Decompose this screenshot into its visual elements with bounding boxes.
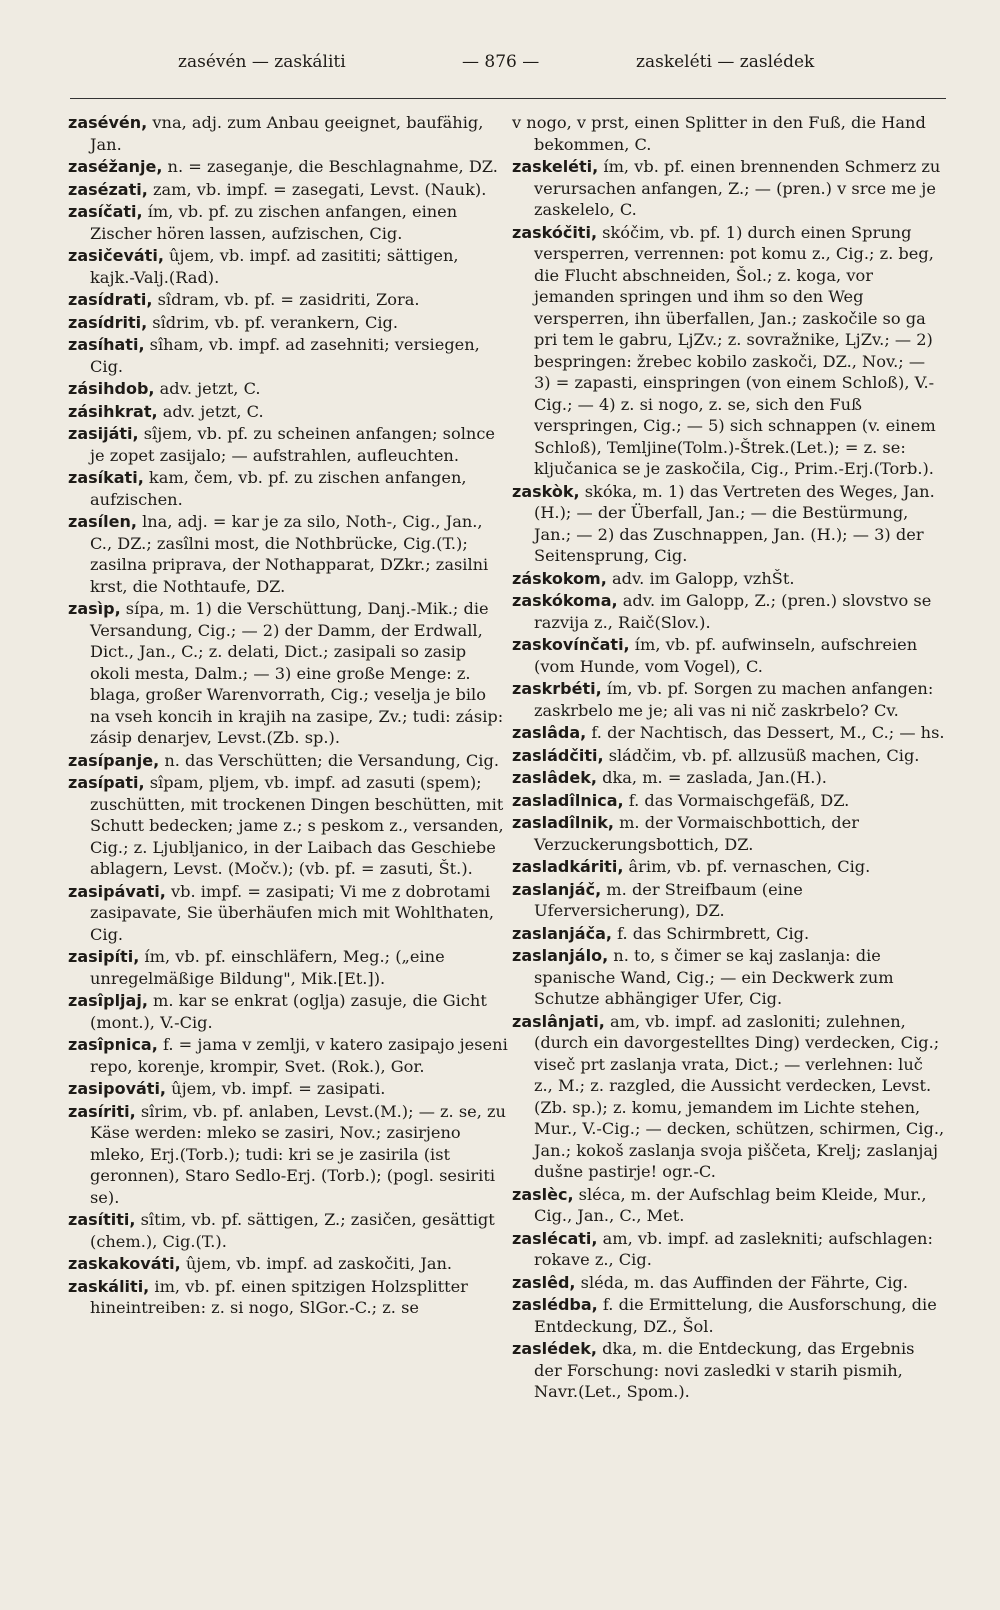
entry-definition: sléda, m. das Auffinden der Fährte, Cig.: [575, 1272, 909, 1292]
dictionary-entry: [68, 312, 508, 334]
dictionary-entry: [68, 179, 508, 201]
entry-definition: adv. jetzt, C.: [157, 401, 264, 421]
entry-definition: ím, vb. pf. zu zischen anfangen, einen Zischer hören lassen, aufzischen, Cig.: [90, 202, 458, 243]
dictionary-entry: [512, 112, 946, 155]
entry-headword: zaslédek,: [512, 1339, 597, 1358]
entry-headword: zasladîlnica,: [512, 790, 624, 810]
dictionary-entry: [512, 1011, 946, 1183]
entry-headword: zasíriti,: [68, 1101, 136, 1121]
dictionary-entry: [68, 946, 508, 989]
dictionary-entry: [68, 511, 508, 597]
dictionary-entry: [68, 1209, 508, 1252]
dictionary-entry: [68, 750, 508, 772]
entry-headword: zaslanjáč,: [512, 879, 602, 899]
entry-definition: sîham, vb. impf. ad zasehniti; versiegen, Cig.: [90, 335, 480, 376]
page-number: — 876 —: [462, 52, 540, 72]
dictionary-entry: [512, 767, 946, 789]
header-right-guideword: zaskeléti — zaslédek: [636, 52, 815, 72]
dictionary-entry: [512, 722, 946, 744]
entry-definition: skóčim, vb. pf. 1) durch einen Sprung versperren, verrennen: pot komu z., Cig.; z. beg, die Flucht abschneiden, Šol.; z. koga, vor jemanden springen und ihm so den Weg versperren, ihn überfallen, Jan.; zaskočile so ga pri tem le gabru, LjZv.; z. sovražnike, LjZv.; — 2) bespringen: žrebec kobilo zaskoči, DZ., Nov.; — 3) = zapasti, einspringen (von einem Schloß), V.-Cig.; — 4) z. si nogo, z. se, sich den Fuß verspringen, Cig.; — 5) sich schnappen (v. einem Schloß), Temljine(Tolm.)-Štrek.(Let.); = z. se: ključanica se je zaskočila, Cig., Prim.-Erj.(Torb.).: [534, 222, 936, 478]
dictionary-entry: [68, 112, 508, 155]
entry-definition: sîdram, vb. pf. = zasidriti, Zora.: [152, 290, 420, 309]
entry-definition: ârim, vb. pf. vernaschen, Cig.: [623, 857, 871, 876]
entry-headword: zaséžanje,: [68, 157, 163, 176]
entry-definition: adv. im Galopp, vzhŠt.: [606, 568, 795, 588]
dictionary-entry: [512, 222, 946, 480]
entry-headword: zasladîlnik,: [512, 813, 614, 832]
right-column: [512, 112, 946, 1404]
entry-headword: zasíkati,: [68, 468, 144, 487]
left-column: [68, 112, 508, 1320]
dictionary-entry: [512, 745, 946, 767]
dictionary-entry: [68, 598, 508, 749]
entry-headword: zaskeléti,: [512, 157, 599, 176]
entry-headword: zaslânjati,: [512, 1011, 605, 1031]
entry-headword: zaskáliti,: [68, 1276, 150, 1296]
dictionary-entry: [68, 245, 508, 288]
entry-headword: zaslêd,: [512, 1272, 576, 1292]
entry-headword: zasítiti,: [68, 1210, 136, 1229]
entry-definition: vna, adj. zum Anbau geeignet, baufähig, Jan.: [90, 113, 484, 154]
entry-definition: adv. im Galopp, Z.; (pren.) slovstvo se razvija z., Raič(Slov.).: [534, 591, 932, 632]
entry-definition: ûjem, vb. impf. ad zasititi; sättigen, kajk.-Valj.(Rad).: [90, 246, 459, 287]
dictionary-entry: [512, 1338, 946, 1403]
entry-definition: sîjem, vb. pf. zu scheinen anfangen; solnce je zopet zasijalo; — aufstrahlen, aufleuchten.: [90, 424, 495, 465]
dictionary-entry: [68, 334, 508, 377]
dictionary-entry: [512, 856, 946, 878]
entry-definition: ûjem, vb. impf. ad zaskočiti, Jan.: [180, 1254, 453, 1273]
entry-definition: sîrim, vb. pf. anlaben, Levst.(M.); — z. se, zu Käse werden: mleko se zasiri, Nov.; zasirjeno mleko, Erj.(Torb.); tudi: kri se je zasirila (ist geronnen), Staro Sedlo-Erj. (Torb.); (pogl. sesiriti se).: [90, 1101, 506, 1207]
entry-definition: f. der Nachtisch, das Dessert, M., C.; — hs.: [586, 723, 945, 742]
entry-definition: f. das Schirmbrett, Cig.: [611, 923, 810, 943]
entry-definition: n. das Verschütten; die Versandung, Cig.: [159, 750, 499, 770]
entry-headword: zaslâda,: [512, 723, 587, 742]
dictionary-entry: [512, 790, 946, 812]
entry-headword: zasévén,: [68, 113, 148, 132]
entry-headword: zasijáti,: [68, 424, 139, 443]
page-header: [0, 52, 1000, 92]
entry-headword: zasladkáriti,: [512, 857, 624, 876]
entry-definition: ím, vb. pf. Sorgen zu machen anfangen: zaskrbelo me je; ali vas ni nič zaskrbelo? Cv.: [534, 679, 934, 720]
entry-definition: sládčim, vb. pf. allzusüß machen, Cig.: [603, 745, 920, 765]
entry-headword: zasîpljaj,: [68, 991, 148, 1010]
entry-headword: zasipávati,: [68, 881, 166, 901]
entry-definition: f. das Vormaischgefäß, DZ.: [623, 790, 850, 810]
entry-headword: zaslanjáča,: [512, 923, 612, 943]
dictionary-entry: [512, 156, 946, 221]
entry-definition: skóka, m. 1) das Vertreten des Weges, Jan.(H.); — der Überfall, Jan.; — die Bestürmung, Jan.; — 2) das Zuschnappen, Jan. (H.); — 3) der Seitensprung, Cig.: [534, 481, 935, 565]
entry-definition: adv. jetzt, C.: [154, 379, 261, 398]
dictionary-entry: [512, 1294, 946, 1337]
entry-definition: am, vb. impf. ad zaslekniti; aufschlagen: rokave z., Cig.: [534, 1228, 933, 1269]
dictionary-entry: [68, 990, 508, 1033]
entry-headword: zasîpnica,: [68, 1035, 158, 1054]
entry-definition: im, vb. pf. einen spitzigen Holzsplitter hineintreiben: z. si nogo, SlGor.-C.; z. se: [90, 1276, 468, 1317]
entry-definition: sîtim, vb. pf. sättigen, Z.; zasičen, gesättigt (chem.), Cig.(T.).: [90, 1210, 495, 1251]
dictionary-entry: [512, 634, 946, 677]
dictionary-entry: [512, 879, 946, 922]
entry-definition: ím, vb. pf. einschläfern, Meg.; („eine unregelmäßige Bildung", Mik.[Et.]).: [90, 947, 445, 988]
entry-headword: zaskakováti,: [68, 1254, 181, 1273]
entry-headword: zásihdob,: [68, 379, 155, 398]
entry-definition: zam, vb. impf. = zasegati, Levst. (Nauk).: [147, 179, 487, 199]
dictionary-entry: [512, 568, 946, 590]
dictionary-entry: [68, 423, 508, 466]
entry-headword: zasíhati,: [68, 335, 145, 354]
entry-headword: zasídriti,: [68, 312, 148, 332]
entry-headword: zaskókoma,: [512, 591, 618, 610]
dictionary-entry: [68, 401, 508, 423]
entry-headword: zasézati,: [68, 179, 148, 199]
entry-definition: sléca, m. der Aufschlag beim Kleide, Mur., Cig., Jan., C., Met.: [534, 1184, 927, 1225]
entry-headword: zasipíti,: [68, 947, 140, 966]
dictionary-entry: [68, 289, 508, 311]
entry-definition: ím, vb. pf. aufwinseln, aufschreien (vom Hunde, vom Vogel), C.: [534, 635, 918, 676]
entry-headword: zasičeváti,: [68, 246, 164, 265]
entry-definition: sípa, m. 1) die Verschüttung, Danj.-Mik.; die Versandung, Cig.; — 2) der Damm, der Erdwall, Dict., Jan., C.; z. delati, Dict.; zasipali so zasip okoli mesta, Dalm.; — 3) eine große Menge: z. blaga, großer Warenvorrath, Cig.; veselja je bilo na vseh koncih in krajih na zasipe, Zv.; tudi: zásip: zásip denarjev, Levst.(Zb. sp.).: [90, 599, 504, 747]
dictionary-entry: [68, 772, 508, 880]
entry-headword: zaslâdek,: [512, 768, 597, 787]
dictionary-entry: [68, 1034, 508, 1077]
entry-definition: f. = jama v zemlji, v katero zasipajo jeseni repo, korenje, krompir, Svet. (Rok.), Gor.: [90, 1035, 508, 1076]
entry-headword: zaskòk,: [512, 481, 580, 501]
dictionary-entry: [512, 1184, 946, 1227]
dictionary-entry: [68, 1101, 508, 1209]
entry-headword: zaskrbéti,: [512, 679, 602, 698]
dictionary-entry: [512, 812, 946, 855]
entry-definition: vb. impf. = zasipati; Vi me z dobrotami zasipavate, Sie überhäufen mich mit Wohlthaten, Cig.: [90, 881, 495, 944]
dictionary-entry: [512, 590, 946, 633]
dictionary-entry: [68, 1253, 508, 1275]
entry-headword: zaslèc,: [512, 1184, 574, 1204]
dictionary-entry: [512, 945, 946, 1010]
entry-definition: dka, m. = zaslada, Jan.(H.).: [596, 768, 827, 787]
entry-definition: sîpam, pljem, vb. impf. ad zasuti (spem); zuschütten, mit trockenen Dingen beschütten, mit Schutt bedecken; jame z.; s peskom z., versanden, Cig.; z. Ljubljanico, in der Laibach das Geschiebe ablagern, Levst. (Močv.); (vb. pf. = zasuti, Št.).: [90, 773, 504, 878]
dictionary-entry: [68, 1276, 508, 1319]
entry-headword: zaskóčiti,: [512, 222, 598, 242]
dictionary-entry: [68, 881, 508, 946]
entry-headword: zásihkrat,: [68, 401, 158, 421]
dictionary-entry: [512, 1272, 946, 1294]
entry-definition: ûjem, vb. impf. = zasipati.: [166, 1079, 386, 1098]
entry-definition: v nogo, v prst, einen Splitter in den Fuß, die Hand bekommen, C.: [512, 113, 926, 154]
dictionary-entry: [512, 1228, 946, 1271]
dictionary-entry: [512, 678, 946, 721]
entry-headword: zasipováti,: [68, 1079, 166, 1098]
entry-headword: zasílen,: [68, 512, 137, 531]
dictionary-entry: [68, 467, 508, 510]
entry-definition: am, vb. impf. ad zasloniti; zulehnen, (durch ein davorgestelltes Ding) verdecken, Cig.; viseč prt zaslanja vrata, Dict.; — verlehnen: luč z., M.; z. razgled, die Aussicht verdecken, Levst.(Zb. sp.); z. komu, jemandem im Lichte stehen, Mur., V.-Cig.; — decken, schützen, schirmen, Cig., Jan.; kokoš zaslanja svoja piščeta, Krelj; zaslanjaj dušne pastirje! ogr.-C.: [534, 1011, 945, 1181]
entry-definition: ím, vb. pf. einen brennenden Schmerz zu verursachen anfangen, Z.; — (pren.) v srce me je zaskelelo, C.: [534, 157, 941, 219]
entry-definition: m. der Vormaischbottich, der Verzuckerungsbottich, DZ.: [534, 813, 859, 854]
entry-definition: m. kar se enkrat (oglja) zasuje, die Gicht (mont.), V.-Cig.: [90, 991, 487, 1032]
entry-headword: zaslédba,: [512, 1295, 598, 1314]
entry-headword: zasíčati,: [68, 202, 143, 221]
entry-definition: lna, adj. = kar je za silo, Noth-, Cig., Jan., C., DZ.; zasîlni most, die Nothbrücke, Cig.(T.); zasilna pripravа, der Nothapparat, DZkr.; zasilni krst, die Nothtaufe, DZ.: [90, 512, 489, 596]
entry-definition: n. = zaseganje, die Beschlagnahme, DZ.: [162, 157, 498, 176]
entry-definition: m. der Streifbaum (eine Uferversicherung), DZ.: [534, 879, 803, 920]
entry-definition: kam, čem, vb. pf. zu zischen anfangen, aufzischen.: [90, 468, 467, 509]
dictionary-entry: [68, 201, 508, 244]
entry-headword: zasìp,: [68, 599, 121, 618]
entry-headword: zasídrati,: [68, 290, 153, 309]
entry-headword: zaskovínčati,: [512, 635, 630, 654]
entry-definition: f. die Ermittelung, die Ausforschung, die Entdeckung, DZ., Šol.: [534, 1295, 937, 1336]
entry-definition: dka, m. die Entdeckung, das Ergebnis der Forschung: novi zasledki v starih pismih, Navr.(Let., Spom.).: [534, 1339, 915, 1401]
dictionary-entry: [68, 378, 508, 400]
dictionary-entry: [512, 923, 946, 945]
entry-definition: sîdrim, vb. pf. verankern, Cig.: [147, 312, 399, 332]
dictionary-entry: [68, 156, 508, 178]
header-left-guideword: zasévén — zaskáliti: [178, 52, 346, 72]
entry-headword: zaslanjálo,: [512, 946, 609, 965]
entry-headword: zaslécati,: [512, 1228, 598, 1248]
entry-headword: záskokom,: [512, 568, 607, 588]
dictionary-entry: [68, 1078, 508, 1100]
entry-headword: zasípati,: [68, 773, 145, 792]
header-rule: [70, 98, 946, 99]
dictionary-entry: [512, 481, 946, 567]
entry-headword: zasípanje,: [68, 750, 160, 770]
entry-definition: n. to, s čimer se kaj zaslanja: die spanische Wand, Cig.; — ein Deckwerk zum Schutze abhängiger Ufer, Cig.: [534, 946, 894, 1008]
entry-headword: zasládčiti,: [512, 745, 604, 765]
